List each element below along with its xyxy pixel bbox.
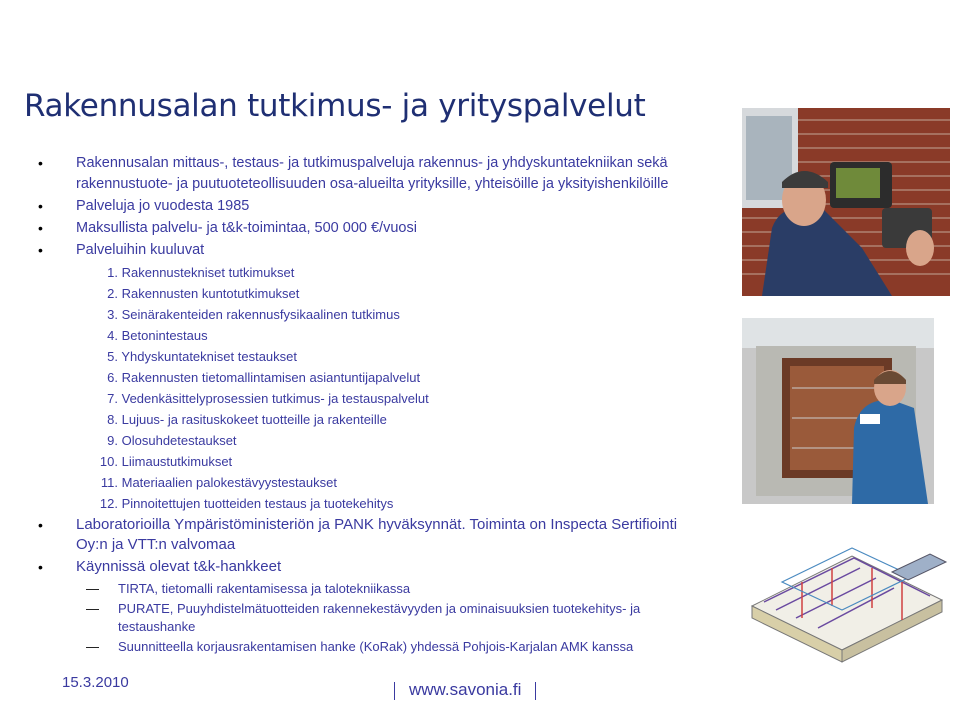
bullet-item xyxy=(38,218,417,239)
project-text-continued: testaushanke xyxy=(118,619,196,634)
bullet-dot-icon: • xyxy=(38,220,43,236)
thermal-camera-photo xyxy=(742,108,950,296)
bullet-dot-icon: • xyxy=(38,559,43,575)
service-text: Rakennustekniset tutkimukset xyxy=(121,265,295,280)
footer-url-text[interactable]: www.savonia.fi xyxy=(409,680,522,699)
bullet-text: Palveluihin kuuluvat xyxy=(76,242,205,258)
service-item xyxy=(88,368,420,388)
bullet-text: Rakennusalan mittaus-, testaus- ja tutkimuspalveluja rakennus- ja yhdyskuntatekniikan sekä rakennustuote- ja puutuoteteollisuuden osa-alueilta yrityksille, yhteisöille ja yksityishenkilöille xyxy=(76,155,669,192)
service-number: 2. xyxy=(107,286,118,301)
service-item xyxy=(88,305,400,325)
bullet-text: Käynnissä olevat t&k-hankkeet xyxy=(76,558,282,575)
dash-icon: — xyxy=(86,639,99,654)
bullet-item xyxy=(38,515,678,555)
project-text: Suunnitteella korjausrakentamisen hanke (KoRak) yhdessä Pohjois-Karjalan AMK kanssa xyxy=(118,639,634,654)
bullet-item xyxy=(38,557,282,577)
slide-title: Rakennusalan tutkimus- ja yrityspalvelut xyxy=(24,88,646,124)
project-text: TIRTA, tietomalli rakentamisessa ja talotekniikassa xyxy=(118,581,411,596)
service-number: 11. xyxy=(100,475,118,490)
bullet-dot-icon: • xyxy=(38,242,43,258)
service-item xyxy=(88,284,299,304)
service-item xyxy=(88,263,294,283)
service-item xyxy=(88,347,297,367)
service-number: 10. xyxy=(99,454,118,469)
service-number: 6. xyxy=(107,370,118,385)
service-text: Yhdyskuntatekniset testaukset xyxy=(121,349,297,364)
service-text: Rakennusten tietomallintamisen asiantuntijapalvelut xyxy=(121,370,421,385)
building-model-image xyxy=(742,522,950,678)
footer-date: 15.3.2010 xyxy=(62,674,129,691)
bullet-text-continued: Oy:n ja VTT:n valvomaa xyxy=(76,536,236,553)
service-item xyxy=(88,389,429,409)
service-item xyxy=(88,452,232,472)
service-text: Lujuus- ja rasituskokeet tuotteille ja rakenteille xyxy=(121,412,387,427)
bullet-dot-icon: • xyxy=(38,517,43,533)
service-item xyxy=(88,473,337,493)
divider xyxy=(394,682,395,700)
service-item xyxy=(88,431,237,451)
climate-chamber-photo xyxy=(742,318,934,504)
service-number: 8. xyxy=(107,412,118,427)
service-number: 4. xyxy=(107,328,118,343)
bullet-dot-icon: • xyxy=(38,198,43,214)
project-item xyxy=(86,580,411,598)
project-text: PURATE, Puuyhdistelmätuotteiden rakennekestävyyden ja ominaisuuksien tuotekehitys- ja xyxy=(118,601,641,616)
service-number: 12. xyxy=(99,496,118,511)
service-text: Rakennusten kuntotutkimukset xyxy=(121,286,300,301)
footer-url[interactable] xyxy=(380,680,550,700)
service-text: Vedenkäsittelyprosessien tutkimus- ja testauspalvelut xyxy=(121,391,429,406)
service-text: Liimaustutkimukset xyxy=(121,454,233,469)
bullet-text: Laboratorioilla Ympäristöministeriön ja PANK hyväksynnät. Toiminta on Inspecta Sertifiointi xyxy=(76,516,678,533)
service-text: Materiaalien palokestävyystestaukset xyxy=(121,475,337,490)
dash-icon: — xyxy=(86,581,99,596)
bullet-item xyxy=(38,153,736,195)
bullet-item xyxy=(38,240,205,261)
bullet-item xyxy=(38,196,250,217)
service-text: Olosuhdetestaukset xyxy=(121,433,237,448)
service-number: 9. xyxy=(107,433,118,448)
service-text: Pinnoitettujen tuotteiden testaus ja tuotekehitys xyxy=(121,496,394,511)
dash-icon: — xyxy=(86,601,99,616)
service-text: Betonintestaus xyxy=(121,328,208,343)
project-item xyxy=(86,600,641,636)
service-item xyxy=(88,410,387,430)
project-item xyxy=(86,638,634,656)
service-number: 5. xyxy=(107,349,118,364)
bullet-dot-icon: • xyxy=(38,155,43,171)
divider xyxy=(535,682,536,700)
service-text: Seinärakenteiden rakennusfysikaalinen tutkimus xyxy=(121,307,400,322)
service-item xyxy=(88,326,208,346)
bullet-text: Palveluja jo vuodesta 1985 xyxy=(76,198,250,214)
service-number: 1. xyxy=(107,265,118,280)
bullet-text: Maksullista palvelu- ja t&k-toimintaa, 500 000 €/vuosi xyxy=(76,220,417,236)
service-number: 3. xyxy=(107,307,118,322)
service-item xyxy=(88,494,393,514)
service-number: 7. xyxy=(107,391,118,406)
